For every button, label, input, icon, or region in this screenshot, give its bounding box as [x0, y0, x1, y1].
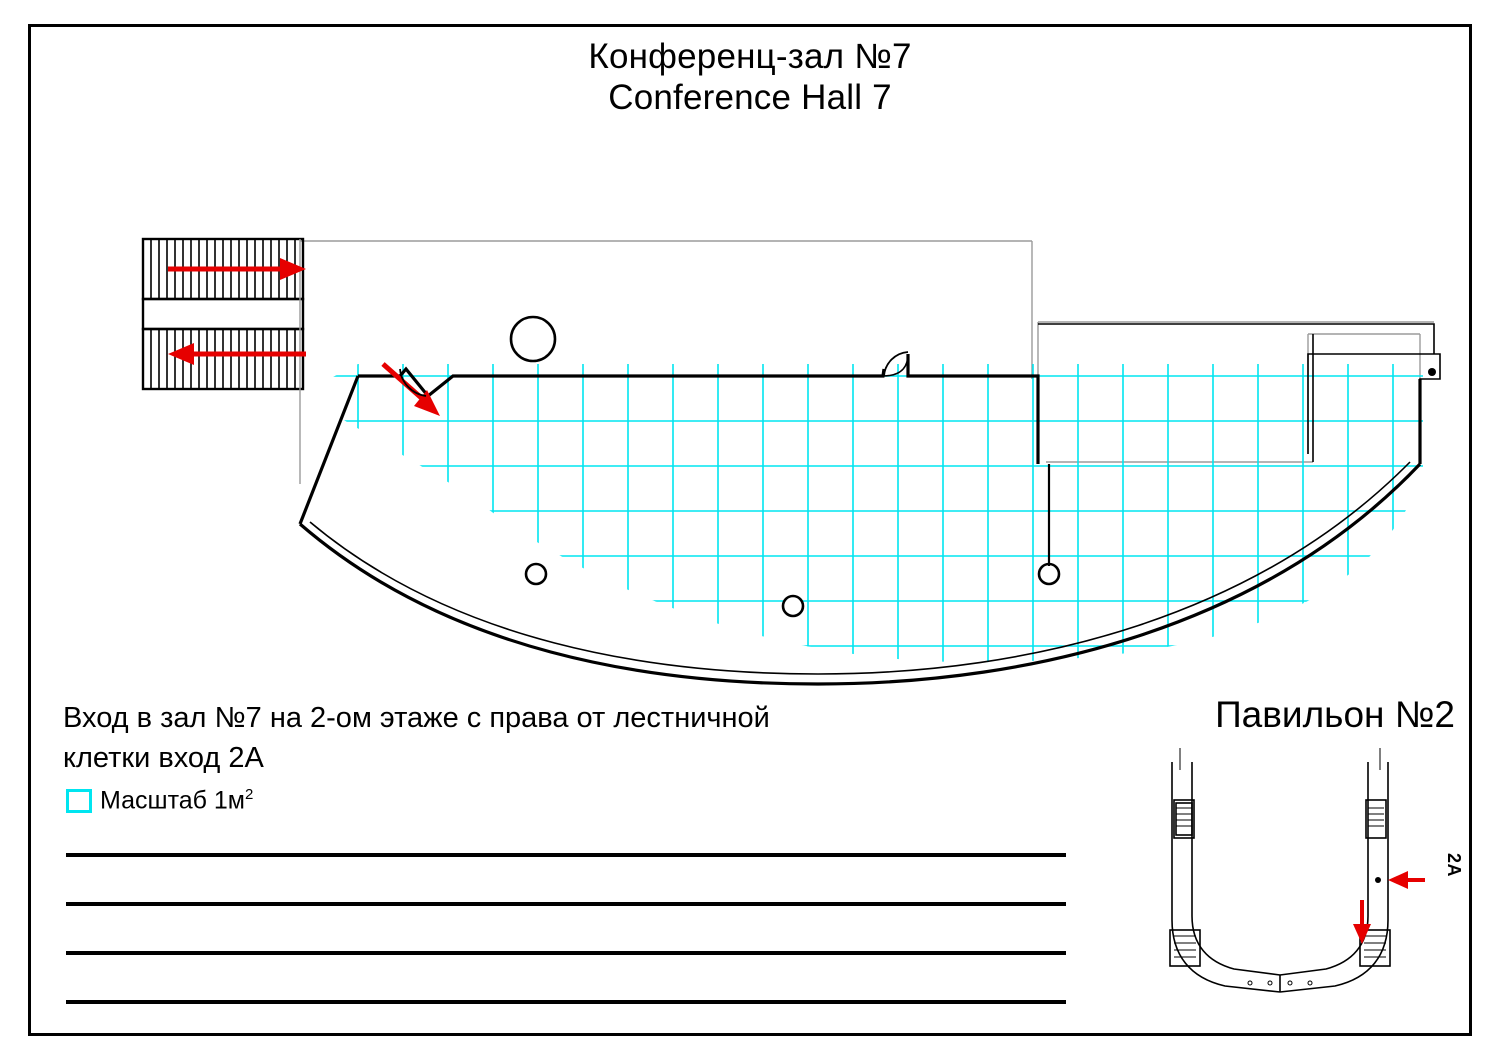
pavilion-mini-map [1130, 740, 1460, 1020]
notes-lines [66, 853, 1066, 1049]
door-swing-icon [884, 352, 908, 376]
floor-grid-icon [288, 364, 1428, 684]
entrance-instructions-line2: клетки вход 2А [63, 742, 264, 775]
scale-swatch-icon [66, 789, 92, 813]
construction-lines [300, 241, 1434, 464]
title-english: Conference Hall 7 [608, 78, 892, 118]
notes-line-1 [66, 853, 1066, 857]
title-russian: Конференц-зал №7 [588, 37, 912, 76]
hall-outline [300, 324, 1440, 684]
notes-line-4 [66, 1000, 1066, 1004]
scale-superscript: 2 [245, 786, 254, 803]
scale-legend-label: Масштаб $1м^2$ [100, 786, 254, 815]
entrance-instructions-line1: Вход в зал №7 на 2-ом этаже с права от лестничной [63, 702, 770, 734]
pavilion-title: Павильон №2 [1215, 694, 1455, 735]
notes-line-2 [66, 902, 1066, 906]
red-direction-arrow-icon-mini [1353, 871, 1425, 944]
entrance-instructions [63, 698, 963, 778]
staircase-icon [143, 239, 303, 484]
notes-line-3 [66, 951, 1066, 955]
scale-legend [66, 786, 253, 815]
pavilion-entrance-label: 2А [1444, 853, 1464, 878]
